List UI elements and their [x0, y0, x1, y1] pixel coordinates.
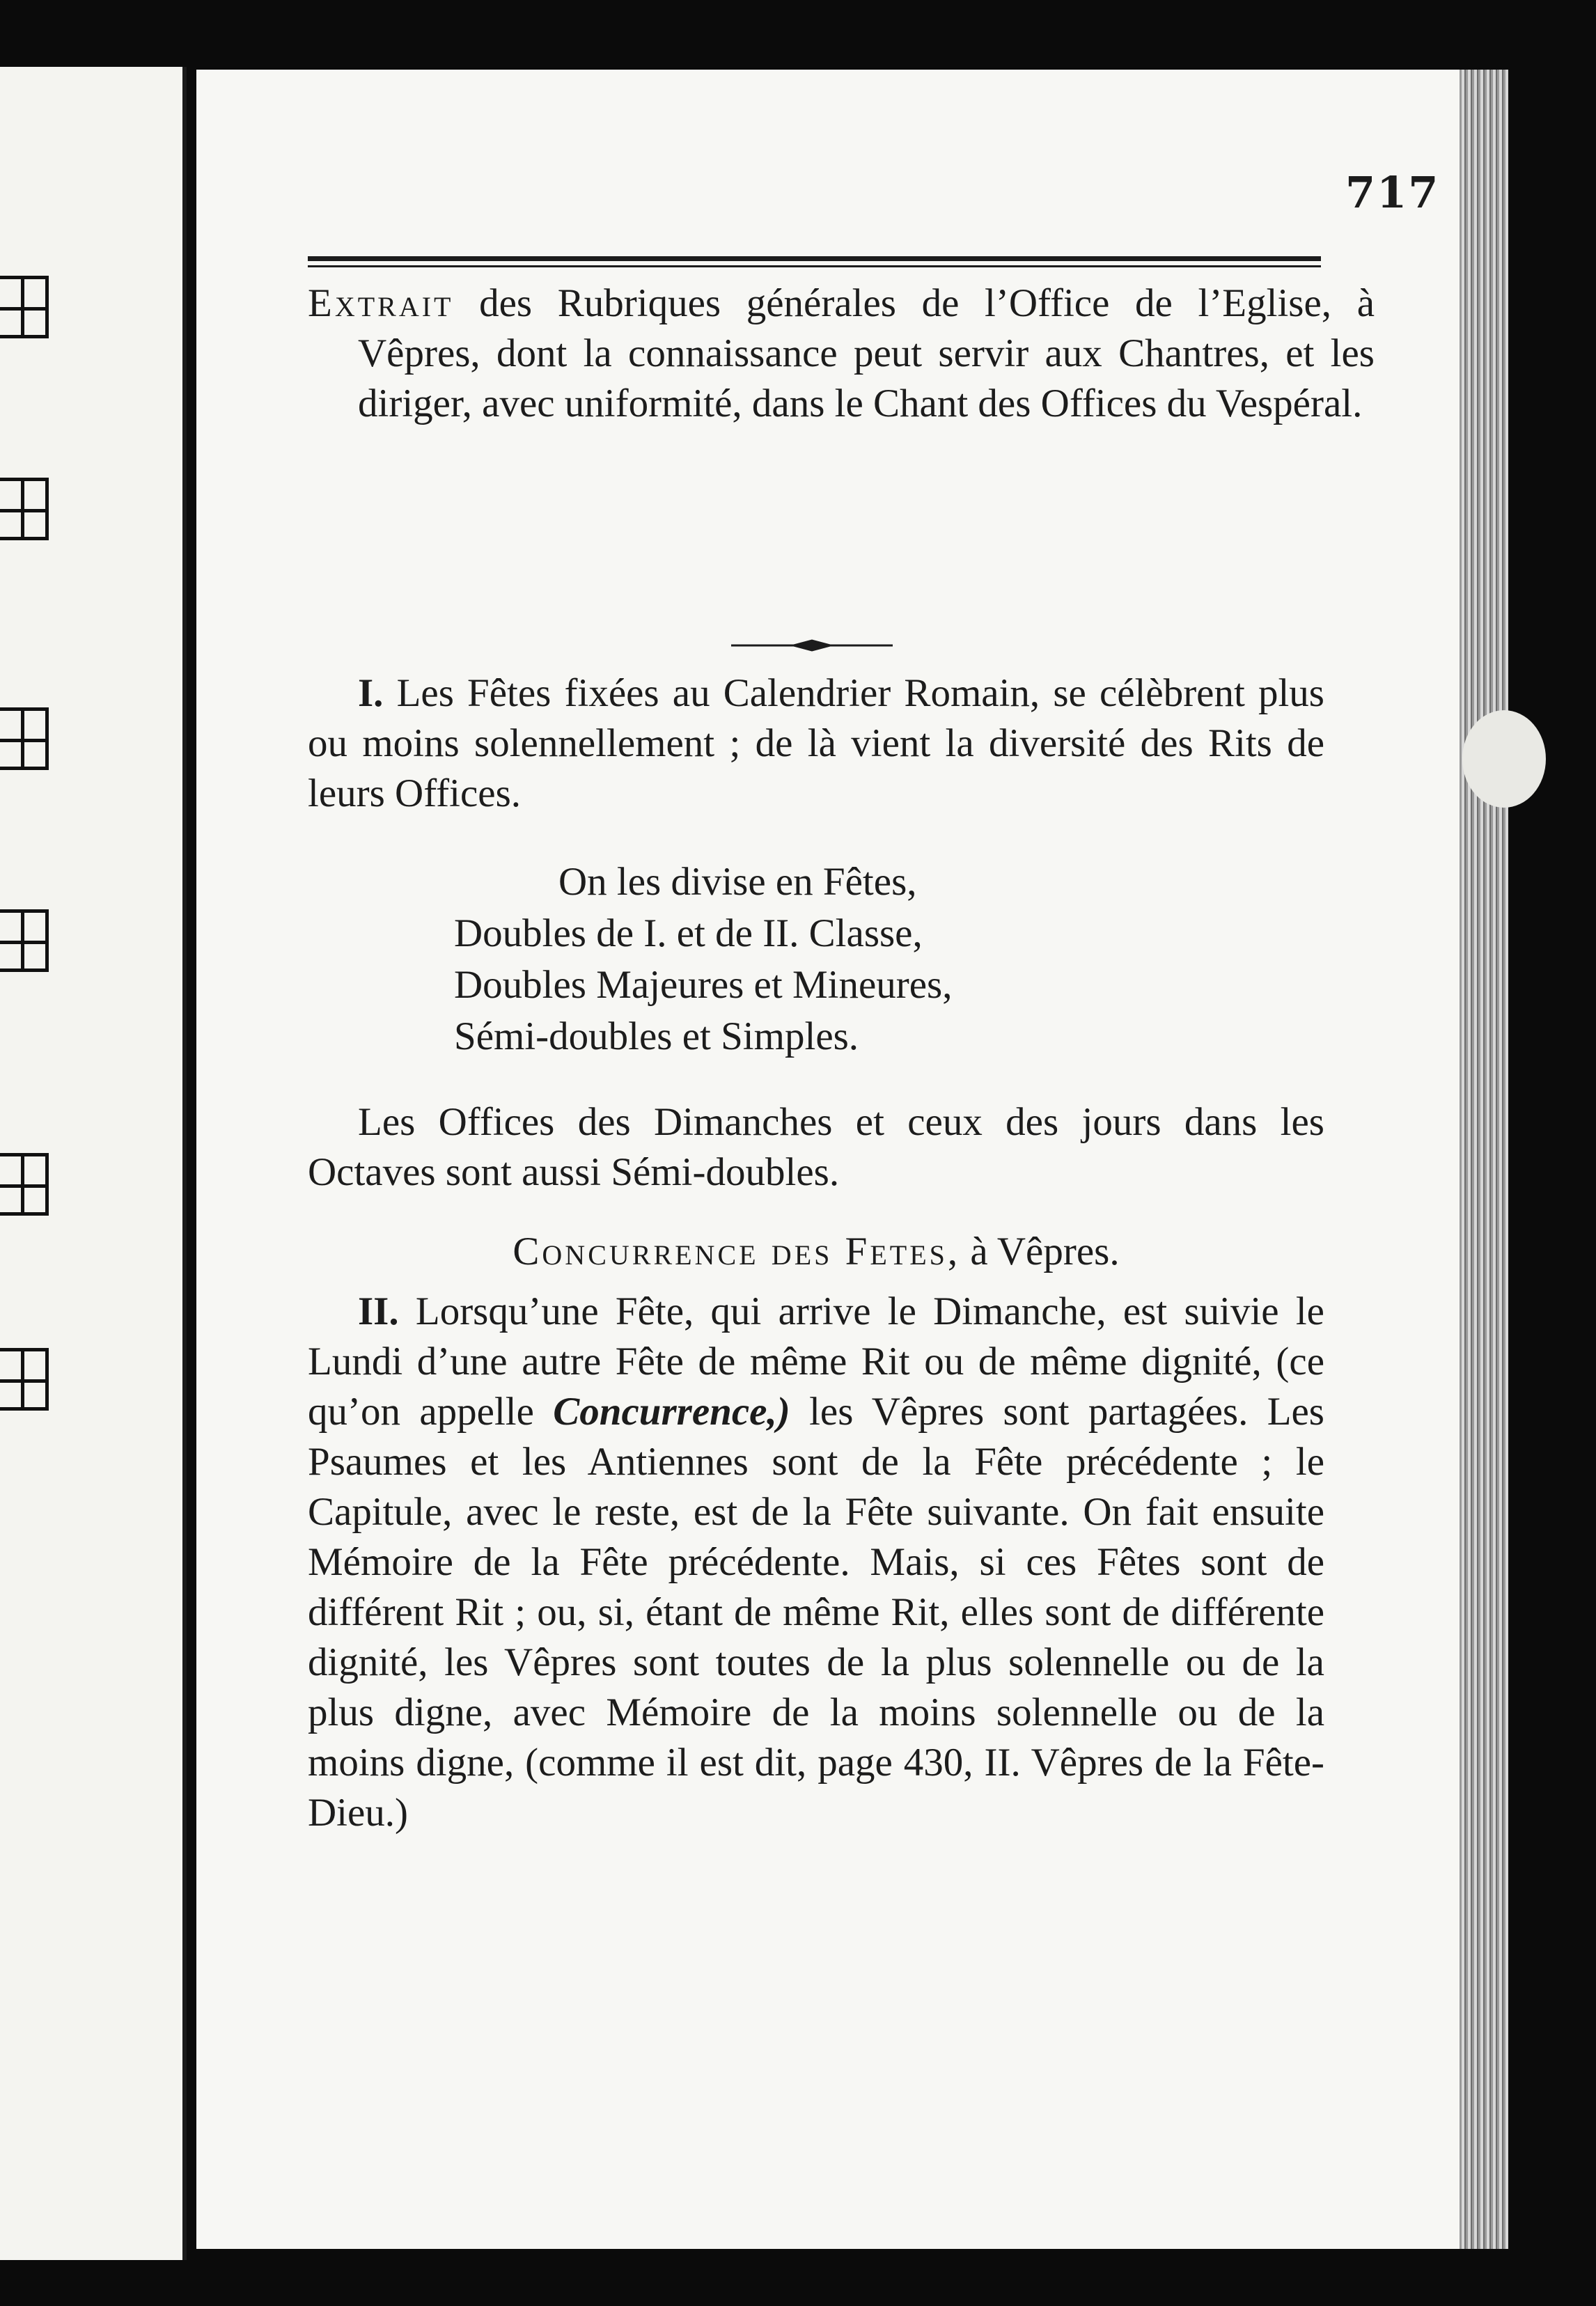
- header-rule-thin: [308, 265, 1321, 267]
- page-stack-edge: [1460, 70, 1508, 2249]
- intro-paragraph: [308, 279, 1375, 429]
- section-2-italic-term: Concurrence,): [553, 1390, 790, 1434]
- previous-page-edge: [0, 67, 187, 2260]
- section-heading-rest: à Vêpres.: [960, 1230, 1120, 1273]
- intro-lead-word: Extrait: [308, 281, 454, 325]
- section-1-numeral: I.: [358, 671, 384, 715]
- dimanches-paragraph: Les Offices des Dimanches et ceux des jours dans les Octaves sont aussi Sémi-doubles.: [308, 1100, 1324, 1194]
- ornament-divider: [731, 639, 893, 652]
- section-2-numeral: II.: [358, 1289, 399, 1333]
- section-1-paragraph: [308, 668, 1324, 819]
- feast-classes-list: [454, 856, 1290, 1062]
- list-item: On les divise en Fêtes,: [558, 860, 917, 904]
- bleed-through-glyph: [0, 909, 49, 972]
- bleed-through-glyph: [0, 1348, 49, 1411]
- section-2-text-a: Lorsqu’une Fête, qui arrive le Dimanche, est suivie le Lundi d’une autre Fête de même Rit ou de même dignité, (ce qu’on appelle: [308, 1289, 1324, 1434]
- page-number: 717: [1345, 167, 1440, 218]
- section-2-text-b: les Vêpres sont partagées. Les Psaumes et les Antiennes sont de la Fête précédente ; le Capitule, avec le reste, est de la Fête suivante. On fait ensuite Mémoire de la Fête précédente. Mais, si ces Fêtes sont de différent Rit ; ou, si, étant de même Rit, elles sont de différente dignité, les Vêpres sont toutes de la plus solennelle ou de la plus digne, avec Mémoire de la moins solennelle ou de la moins digne, (comme il est dit, page 430, II. Vêpres de la Fête-Dieu.): [308, 1390, 1324, 1835]
- list-item: Sémi-doubles et Simples.: [454, 1014, 859, 1058]
- section-heading-small-caps: Concurrence des Fetes,: [513, 1230, 961, 1273]
- bleed-through-glyph: [0, 707, 49, 770]
- book-page: [196, 70, 1464, 2249]
- intro-text: des Rubriques générales de l’Office de l’Eglise, à Vêpres, dont la connaissance peut servir aux Chantres, et les diriger, avec uniformité, dans le Chant des Offices du Vespéral.: [358, 281, 1375, 425]
- section-1-text: Les Fêtes fixées au Calendrier Romain, se célèbrent plus ou moins solennellement ; de là vient la diversité des Rits de leurs Offices.: [308, 671, 1324, 815]
- bleed-through-glyph: [0, 276, 49, 338]
- gutter-line: [182, 67, 187, 2260]
- paper-stain: [1462, 710, 1546, 808]
- list-item: Doubles Majeures et Mineures,: [454, 963, 953, 1007]
- bleed-through-glyph: [0, 478, 49, 540]
- section-2-paragraph: [308, 1287, 1324, 1838]
- bleed-through-glyph: [0, 1153, 49, 1216]
- header-rule: [308, 256, 1321, 261]
- section-heading: [308, 1227, 1324, 1277]
- list-item: Doubles de I. et de II. Classe,: [454, 911, 923, 955]
